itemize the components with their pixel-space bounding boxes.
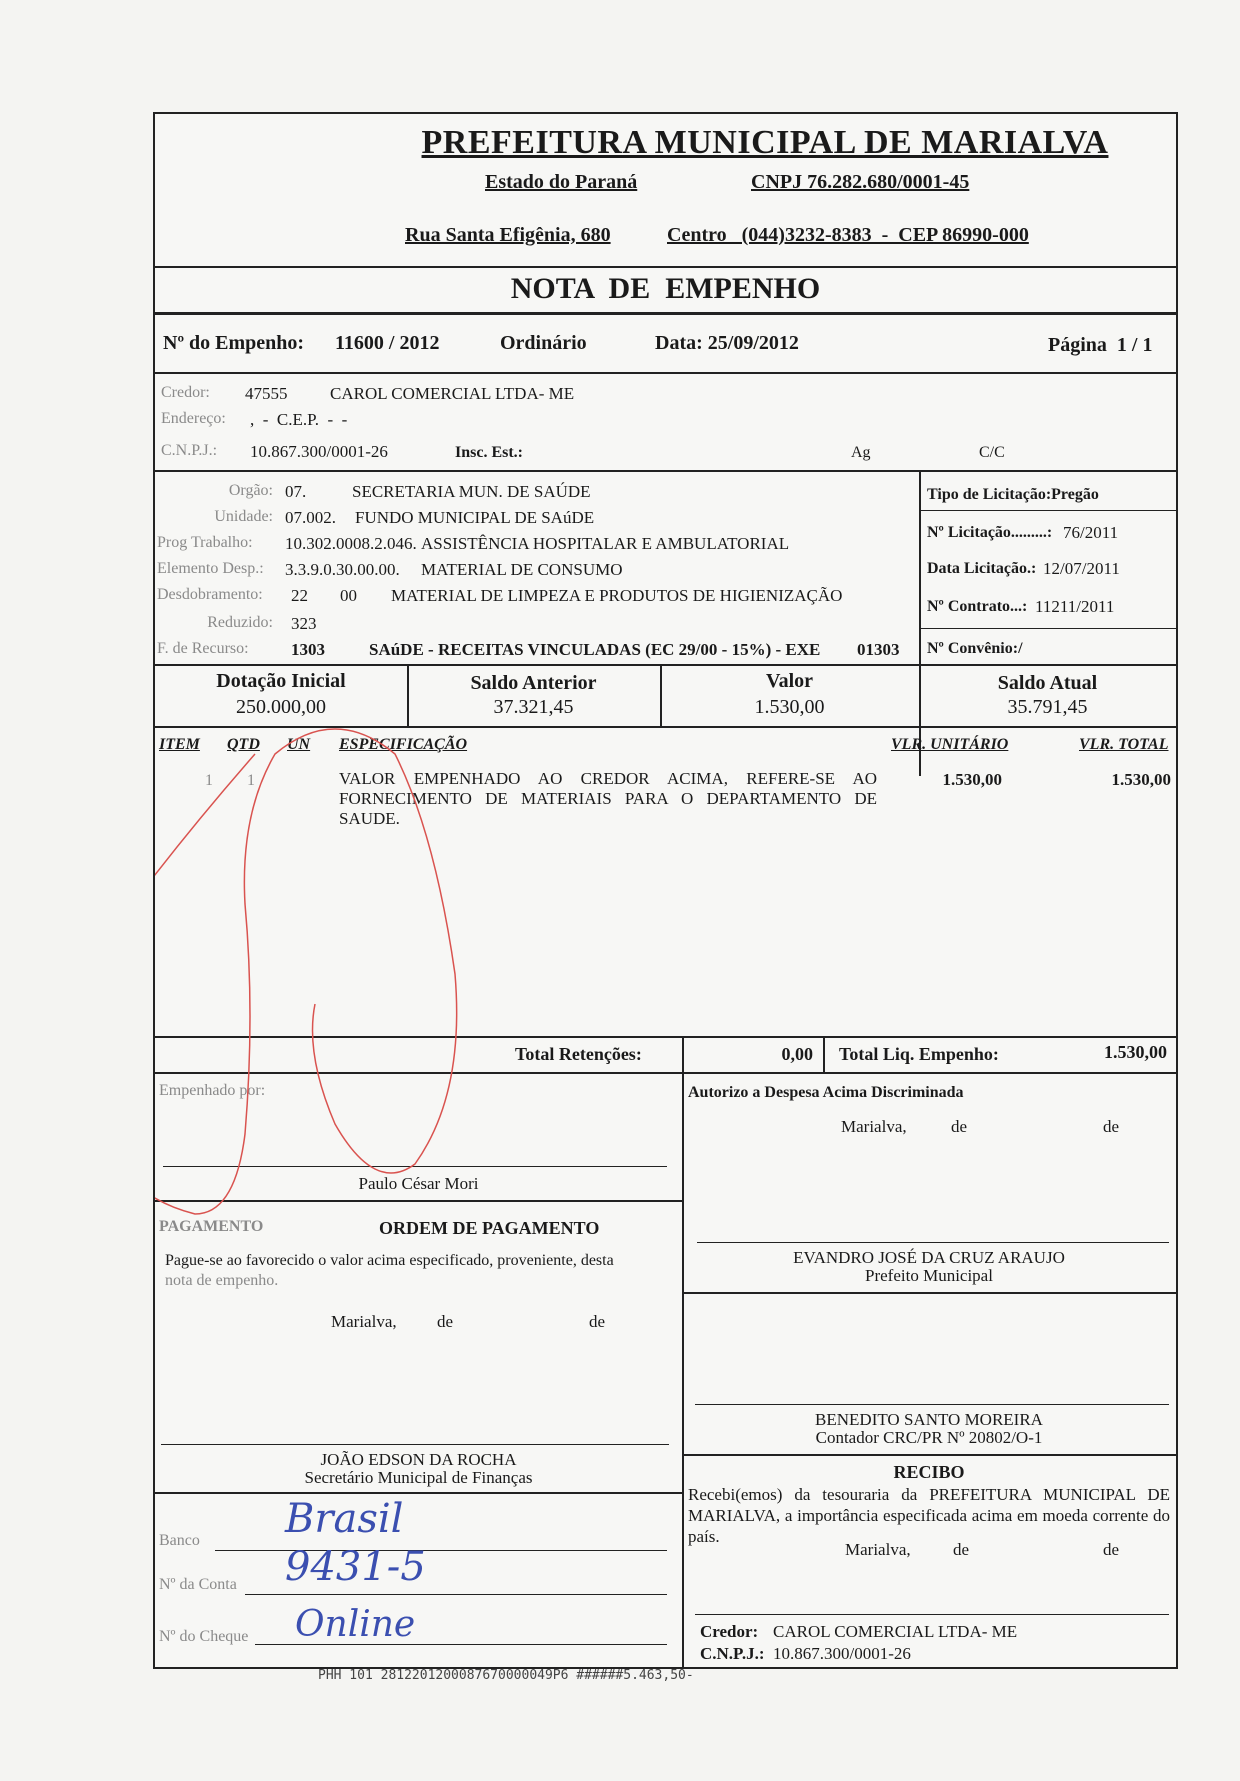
unidade-label: Unidade: xyxy=(214,508,273,525)
credor-label: Credor: xyxy=(161,384,210,401)
table-row-vlr-unit: 1.530,00 xyxy=(942,770,1002,789)
credor-code: 47555 xyxy=(245,384,288,403)
recibo-texto: Recebi(emos) da tesouraria da PREFEITURA MUNICIPAL DE MARIALVA, a importância especificada acima em moeda corrente do país. xyxy=(688,1485,1170,1546)
fonte-label: F. de Recurso: xyxy=(157,640,249,657)
pagamento-label: PAGAMENTO xyxy=(159,1218,264,1235)
ordem-pagamento-title: ORDEM DE PAGAMENTO xyxy=(379,1218,600,1238)
autorizo-cidade: Marialva, xyxy=(841,1117,907,1136)
conta-value: 9431-5 xyxy=(285,1544,426,1590)
cnpj-text: CNPJ 76.282.680/0001-45 xyxy=(751,171,970,193)
credor-name: CAROL COMERCIAL LTDA- ME xyxy=(330,384,575,403)
autorizo-de2: de xyxy=(1103,1117,1120,1136)
elemento-name: MATERIAL DE CONSUMO xyxy=(421,560,623,579)
pagamento-texto1: Pague-se ao favorecido o valor acima especificado, proveniente, desta xyxy=(165,1252,614,1269)
saldo-atual-value: 35.791,45 xyxy=(1007,696,1088,718)
retencoes-value: 0,00 xyxy=(781,1044,813,1064)
unidade-code: 07.002. xyxy=(285,508,336,527)
recibo-de1: de xyxy=(953,1540,970,1559)
desdobramento-label: Desdobramento: xyxy=(157,586,263,603)
recibo-credor-nome: CAROL COMERCIAL LTDA- ME xyxy=(773,1622,1018,1641)
valor-label: Valor xyxy=(765,670,814,692)
col-un-header: UN xyxy=(287,736,311,753)
endereco-label: Endereço: xyxy=(161,410,226,427)
empenhado-nome: Paulo César Mori xyxy=(358,1174,479,1193)
fonte-name: SAúDE - RECEITAS VINCULADAS (EC 29/00 - 15%) - EXE xyxy=(369,640,821,659)
convenio-label: Nº Convênio:/ xyxy=(927,640,1023,657)
table-row-qtd: 1 xyxy=(247,772,255,789)
fonte-code: 1303 xyxy=(291,640,325,659)
col-vlr-unit-header: VLR. UNITÁRIO xyxy=(891,736,1009,753)
col-vlr-total-header: VLR. TOTAL xyxy=(1079,736,1169,753)
licitacao-numero: 76/2011 xyxy=(1063,523,1119,542)
saldo-anterior-label: Saldo Anterior xyxy=(470,672,597,694)
orgao-name: SECRETARIA MUN. DE SAÚDE xyxy=(352,482,591,501)
contrato-label: Nº Contrato...: xyxy=(927,598,1028,615)
reduzido-value: 323 xyxy=(291,614,317,633)
saldo-atual-label: Saldo Atual xyxy=(997,672,1098,694)
dotacao-value: 250.000,00 xyxy=(236,696,326,718)
autorizo-text: Autorizo a Despesa Acima Discriminada xyxy=(688,1084,964,1101)
page-title: PREFEITURA MUNICIPAL DE MARIALVA xyxy=(421,124,1109,161)
recibo-cnpj-label: C.N.P.J.: xyxy=(700,1644,765,1663)
pagamento-de2: de xyxy=(589,1312,606,1331)
licitacao-tipo: Tipo de Licitação:Pregão xyxy=(927,486,1099,503)
contact-text: Centro (044)3232-8383 - CEP 86990-000 xyxy=(667,224,1029,246)
contador-nome: BENEDITO SANTO MOREIRA xyxy=(815,1410,1043,1429)
prefeito-nome: EVANDRO JOSÉ DA CRUZ ARAUJO xyxy=(793,1248,1065,1267)
liquido-label: Total Liq. Empenho: xyxy=(839,1044,999,1064)
secretario-nome: JOÃO EDSON DA ROCHA xyxy=(320,1450,517,1469)
banco-value: Brasil xyxy=(285,1496,404,1542)
orgao-code: 07. xyxy=(285,482,307,501)
cheque-label: Nº do Cheque xyxy=(159,1628,249,1645)
insc-label: Insc. Est.: xyxy=(455,444,524,461)
empenho-number: 11600 / 2012 xyxy=(335,332,440,354)
pagamento-texto2: nota de empenho. xyxy=(165,1272,279,1289)
retencoes-label: Total Retenções: xyxy=(515,1044,642,1064)
licitacao-data-label: Data Licitação.: xyxy=(927,560,1037,577)
ag-label: Ag xyxy=(851,444,871,461)
reduzido-label: Reduzido: xyxy=(207,614,273,631)
empenho-date: Data: 25/09/2012 xyxy=(655,332,799,354)
saldo-anterior-value: 37.321,45 xyxy=(493,696,574,718)
empenho-type: Ordinário xyxy=(500,332,587,354)
table-row-item: 1 xyxy=(205,772,213,789)
desdobramento-name: MATERIAL DE LIMPEZA E PRODUTOS DE HIGIENIZAÇÃO xyxy=(391,586,843,605)
table-row-vlr-total: 1.530,00 xyxy=(1111,770,1171,789)
recibo-de2: de xyxy=(1103,1540,1120,1559)
cheque-value: Online xyxy=(295,1604,416,1645)
desdobramento-code: 22 xyxy=(291,586,308,605)
autorizo-de1: de xyxy=(951,1117,968,1136)
contrato-value: 11211/2011 xyxy=(1035,597,1115,616)
banco-label: Banco xyxy=(159,1532,200,1549)
valor-value: 1.530,00 xyxy=(754,696,825,718)
col-item-header: ITEM xyxy=(159,736,200,753)
cc-label: C/C xyxy=(979,444,1005,461)
recibo-cnpj-value: 10.867.300/0001-26 xyxy=(773,1644,911,1663)
table-row-espec: VALOR EMPENHADO AO CREDOR ACIMA, REFERE-SE AO FORNECIMENTO DE MATERIAIS PARA O DEPARTAMENTO DE SAUDE. xyxy=(339,769,877,828)
pagamento-cidade: Marialva, xyxy=(331,1312,397,1331)
nota-empenho-form xyxy=(153,112,1178,1669)
prog-name: ASSISTÊNCIA HOSPITALAR E AMBULATORIAL xyxy=(421,534,790,553)
empenho-label: Nº do Empenho: xyxy=(163,332,305,354)
endereco-value: , - C.E.P. - - xyxy=(250,410,348,429)
elemento-code: 3.3.9.0.30.00.00. xyxy=(285,560,400,579)
contador-cargo: Contador CRC/PR Nº 20802/O-1 xyxy=(815,1428,1043,1447)
prefeito-cargo: Prefeito Municipal xyxy=(865,1266,993,1285)
address-text: Rua Santa Efigênia, 680 xyxy=(405,224,611,246)
dotacao-label: Dotação Inicial xyxy=(216,670,346,692)
prog-code: 10.302.0008.2.046. xyxy=(285,534,417,553)
page-number: Página 1 / 1 xyxy=(1048,334,1153,356)
recibo-cidade: Marialva, xyxy=(845,1540,911,1559)
prog-label: Prog Trabalho: xyxy=(157,534,253,551)
pagamento-de1: de xyxy=(437,1312,454,1331)
state-text: Estado do Paraná xyxy=(485,171,638,193)
elemento-label: Elemento Desp.: xyxy=(157,560,264,577)
recibo-title: RECIBO xyxy=(893,1462,965,1482)
empenhado-label: Empenhado por: xyxy=(159,1082,266,1099)
conta-label: Nº da Conta xyxy=(159,1576,237,1593)
liquido-value: 1.530,00 xyxy=(1104,1042,1167,1062)
secretario-cargo: Secretário Municipal de Finanças xyxy=(304,1468,533,1487)
desdobramento-sub: 00 xyxy=(340,586,357,605)
col-qtd-header: QTD xyxy=(227,736,260,753)
col-espec-header: ESPECIFICAÇÃO xyxy=(339,736,468,753)
document-title: NOTA DE EMPENHO xyxy=(510,272,821,305)
recibo-credor-label: Credor: xyxy=(700,1622,759,1641)
footer-code: PHH 101 2812201200087670000049P6 ######5.463,50- xyxy=(318,1668,694,1683)
red-pen-scribble xyxy=(155,114,1180,1671)
fonte-num: 01303 xyxy=(857,640,900,659)
licitacao-numero-label: Nº Licitação.........: xyxy=(927,524,1053,541)
orgao-label: Orgão: xyxy=(228,482,273,499)
credor-cnpj: 10.867.300/0001-26 xyxy=(250,442,388,461)
cnpj-label: C.N.P.J.: xyxy=(161,442,218,459)
licitacao-data: 12/07/2011 xyxy=(1043,559,1120,578)
unidade-name: FUNDO MUNICIPAL DE SAúDE xyxy=(355,508,595,527)
